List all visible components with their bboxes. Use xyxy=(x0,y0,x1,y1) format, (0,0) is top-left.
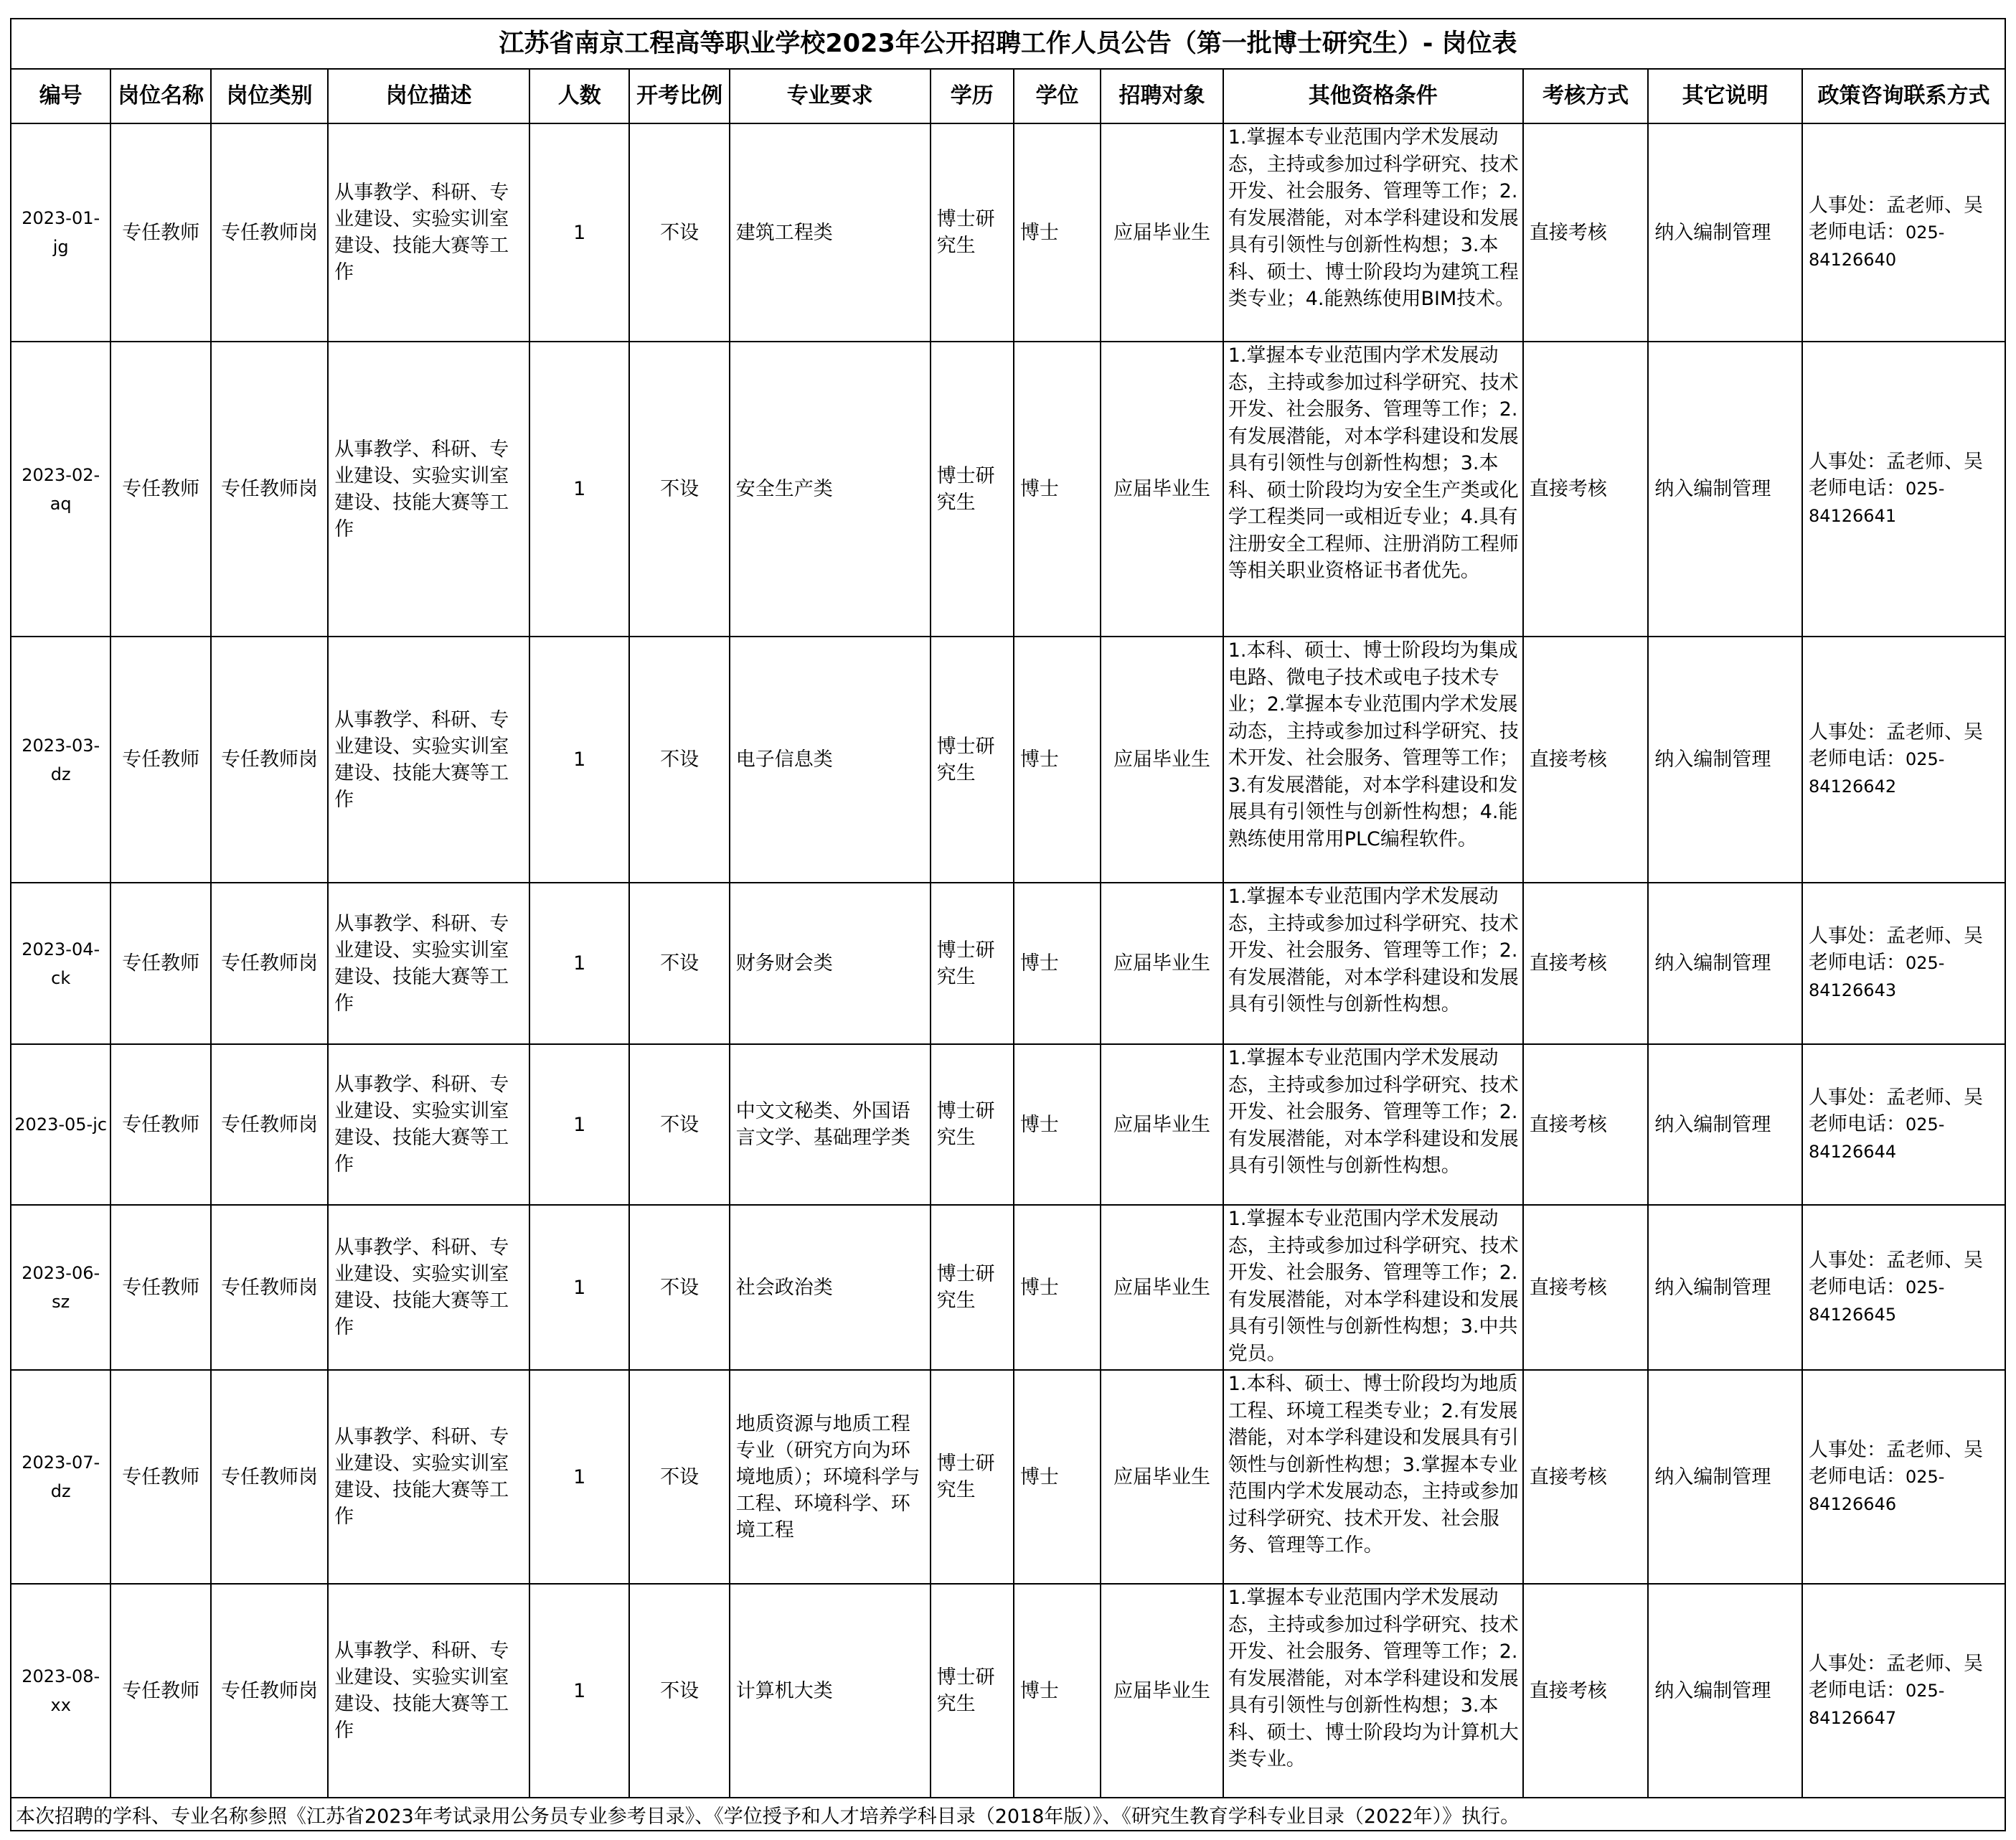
contact-phone: 025-84126645 xyxy=(1808,1277,1945,1325)
cell-post-description: 从事教学、科研、专业建设、实验实训室建设、技能大赛等工作 xyxy=(328,1044,529,1205)
cell-target: 应届毕业生 xyxy=(1101,883,1223,1044)
cell-education: 博士研究生 xyxy=(931,342,1014,637)
cell-post-name: 专任教师 xyxy=(110,1205,210,1370)
cell-contact xyxy=(1802,1205,2005,1370)
cell-target: 应届毕业生 xyxy=(1101,1205,1223,1370)
header-remarks: 其它说明 xyxy=(1648,69,1802,123)
recruitment-table-sheet xyxy=(10,18,2006,1831)
cell-degree: 博士 xyxy=(1014,1370,1101,1584)
cell-code: 2023-08-xx xyxy=(11,1584,110,1798)
cell-contact xyxy=(1802,637,2005,883)
cell-exam-ratio: 不设 xyxy=(629,123,729,342)
header-count: 人数 xyxy=(529,69,629,123)
cell-qualifications: 1.掌握本专业范围内学术发展动态，主持或参加过科学研究、技术开发、社会服务、管理等工作；2.有发展潜能，对本学科建设和发展具有引领性与创新性构想；3.中共党员。 xyxy=(1223,1205,1523,1370)
header-major: 专业要求 xyxy=(730,69,931,123)
cell-remarks: 纳入编制管理 xyxy=(1648,1370,1802,1584)
cell-remarks: 纳入编制管理 xyxy=(1648,342,1802,637)
contact-phone: 025-84126641 xyxy=(1808,479,1945,526)
header-row xyxy=(11,69,2005,123)
cell-count: 1 xyxy=(529,637,629,883)
cell-major: 社会政治类 xyxy=(730,1205,931,1370)
cell-degree: 博士 xyxy=(1014,123,1101,342)
cell-post-category: 专任教师岗 xyxy=(211,883,328,1044)
cell-assessment: 直接考核 xyxy=(1523,1205,1648,1370)
cell-code: 2023-02-aq xyxy=(11,342,110,637)
cell-post-description: 从事教学、科研、专业建设、实验实训室建设、技能大赛等工作 xyxy=(328,883,529,1044)
cell-major: 中文文秘类、外国语言文学、基础理学类 xyxy=(730,1044,931,1205)
cell-assessment: 直接考核 xyxy=(1523,123,1648,342)
cell-qualifications: 1.掌握本专业范围内学术发展动态，主持或参加过科学研究、技术开发、社会服务、管理等工作；2.有发展潜能，对本学科建设和发展具有引领性与创新性构想。 xyxy=(1223,1044,1523,1205)
cell-education: 博士研究生 xyxy=(931,1370,1014,1584)
table-row xyxy=(11,1044,2005,1205)
cell-post-name: 专任教师 xyxy=(110,1370,210,1584)
cell-major: 计算机大类 xyxy=(730,1584,931,1798)
contact-office: 人事处：孟老师、吴老师电话： xyxy=(1808,1086,1983,1135)
cell-count: 1 xyxy=(529,1584,629,1798)
cell-contact xyxy=(1802,1584,2005,1798)
cell-assessment: 直接考核 xyxy=(1523,1370,1648,1584)
cell-exam-ratio: 不设 xyxy=(629,342,729,637)
table-title: 江苏省南京工程高等职业学校2023年公开招聘工作人员公告（第一批博士研究生）- 岗位表 xyxy=(11,19,2005,69)
contact-office: 人事处：孟老师、吴老师电话： xyxy=(1808,451,1983,499)
contact-office: 人事处：孟老师、吴老师电话： xyxy=(1808,1652,1983,1701)
cell-post-name: 专任教师 xyxy=(110,1584,210,1798)
position-table xyxy=(10,18,2006,1831)
cell-remarks: 纳入编制管理 xyxy=(1648,637,1802,883)
cell-post-category: 专任教师岗 xyxy=(211,123,328,342)
contact-phone: 025-84126647 xyxy=(1808,1680,1945,1728)
cell-target: 应届毕业生 xyxy=(1101,1370,1223,1584)
header-post-category: 岗位类别 xyxy=(211,69,328,123)
header-exam-ratio: 开考比例 xyxy=(629,69,729,123)
cell-count: 1 xyxy=(529,883,629,1044)
cell-contact xyxy=(1802,883,2005,1044)
contact-phone: 025-84126646 xyxy=(1808,1466,1945,1514)
cell-target: 应届毕业生 xyxy=(1101,342,1223,637)
table-row xyxy=(11,123,2005,342)
cell-post-name: 专任教师 xyxy=(110,1044,210,1205)
cell-count: 1 xyxy=(529,342,629,637)
cell-exam-ratio: 不设 xyxy=(629,1370,729,1584)
cell-education: 博士研究生 xyxy=(931,123,1014,342)
header-contact: 政策咨询联系方式 xyxy=(1802,69,2005,123)
header-code: 编号 xyxy=(11,69,110,123)
cell-qualifications: 1.本科、硕士、博士阶段均为地质工程、环境工程类专业；2.有发展潜能，对本学科建设和发展具有引领性与创新性构想；3.掌握本专业范围内学术发展动态，主持或参加过科学研究、技术开发、社会服务、管理等工作。 xyxy=(1223,1370,1523,1584)
header-post-description: 岗位描述 xyxy=(328,69,529,123)
cell-education: 博士研究生 xyxy=(931,1205,1014,1370)
table-row xyxy=(11,883,2005,1044)
table-row xyxy=(11,637,2005,883)
header-degree: 学位 xyxy=(1014,69,1101,123)
cell-code: 2023-06-sz xyxy=(11,1205,110,1370)
cell-major: 地质资源与地质工程专业（研究方向为环境地质）；环境科学与工程、环境科学、环境工程 xyxy=(730,1370,931,1584)
cell-contact xyxy=(1802,342,2005,637)
cell-qualifications: 1.掌握本专业范围内学术发展动态，主持或参加过科学研究、技术开发、社会服务、管理等工作；2.有发展潜能，对本学科建设和发展具有引领性与创新性构想。 xyxy=(1223,883,1523,1044)
cell-code: 2023-04-ck xyxy=(11,883,110,1044)
cell-remarks: 纳入编制管理 xyxy=(1648,1584,1802,1798)
cell-exam-ratio: 不设 xyxy=(629,883,729,1044)
cell-education: 博士研究生 xyxy=(931,1584,1014,1798)
header-qualifications: 其他资格条件 xyxy=(1223,69,1523,123)
cell-post-description: 从事教学、科研、专业建设、实验实训室建设、技能大赛等工作 xyxy=(328,1370,529,1584)
cell-count: 1 xyxy=(529,123,629,342)
cell-remarks: 纳入编制管理 xyxy=(1648,1044,1802,1205)
table-row xyxy=(11,342,2005,637)
header-target: 招聘对象 xyxy=(1101,69,1223,123)
cell-remarks: 纳入编制管理 xyxy=(1648,1205,1802,1370)
cell-major: 财务财会类 xyxy=(730,883,931,1044)
cell-target: 应届毕业生 xyxy=(1101,123,1223,342)
cell-degree: 博士 xyxy=(1014,1584,1101,1798)
cell-code: 2023-01-jg xyxy=(11,123,110,342)
cell-post-category: 专任教师岗 xyxy=(211,1584,328,1798)
contact-office: 人事处：孟老师、吴老师电话： xyxy=(1808,721,1983,770)
cell-code: 2023-03-dz xyxy=(11,637,110,883)
cell-post-description: 从事教学、科研、专业建设、实验实训室建设、技能大赛等工作 xyxy=(328,123,529,342)
cell-post-name: 专任教师 xyxy=(110,342,210,637)
footnote: 本次招聘的学科、专业名称参照《江苏省2023年考试录用公务员专业参考目录》、《学位授予和人才培养学科目录（2018年版）》、《研究生教育学科专业目录（2022年）》执行。 xyxy=(11,1798,2005,1831)
cell-exam-ratio: 不设 xyxy=(629,637,729,883)
header-education: 学历 xyxy=(931,69,1014,123)
cell-exam-ratio: 不设 xyxy=(629,1044,729,1205)
cell-contact xyxy=(1802,1370,2005,1584)
cell-post-name: 专任教师 xyxy=(110,123,210,342)
contact-office: 人事处：孟老师、吴老师电话： xyxy=(1808,1438,1983,1488)
cell-major: 电子信息类 xyxy=(730,637,931,883)
cell-assessment: 直接考核 xyxy=(1523,1044,1648,1205)
cell-degree: 博士 xyxy=(1014,1205,1101,1370)
cell-assessment: 直接考核 xyxy=(1523,342,1648,637)
cell-code: 2023-07-dz xyxy=(11,1370,110,1584)
cell-post-category: 专任教师岗 xyxy=(211,1205,328,1370)
contact-office: 人事处：孟老师、吴老师电话： xyxy=(1808,194,1983,243)
cell-degree: 博士 xyxy=(1014,342,1101,637)
header-post-name: 岗位名称 xyxy=(110,69,210,123)
cell-assessment: 直接考核 xyxy=(1523,637,1648,883)
header-assessment: 考核方式 xyxy=(1523,69,1648,123)
cell-count: 1 xyxy=(529,1044,629,1205)
cell-education: 博士研究生 xyxy=(931,637,1014,883)
table-row xyxy=(11,1205,2005,1370)
cell-qualifications: 1.掌握本专业范围内学术发展动态，主持或参加过科学研究、技术开发、社会服务、管理等工作；2.有发展潜能，对本学科建设和发展具有引领性与创新性构想；3.本科、硕士阶段均为安全生产类或化学工程类同一或相近专业；4.具有注册安全工程师、注册消防工程师等相关职业资格证书者优先。 xyxy=(1223,342,1523,637)
cell-assessment: 直接考核 xyxy=(1523,883,1648,1044)
cell-post-category: 专任教师岗 xyxy=(211,342,328,637)
cell-post-category: 专任教师岗 xyxy=(211,1370,328,1584)
cell-qualifications: 1.掌握本专业范围内学术发展动态，主持或参加过科学研究、技术开发、社会服务、管理等工作；2.有发展潜能，对本学科建设和发展具有引领性与创新性构想；3.本科、硕士、博士阶段均为建筑工程类专业；4.能熟练使用BIM技术。 xyxy=(1223,123,1523,342)
cell-major: 建筑工程类 xyxy=(730,123,931,342)
cell-exam-ratio: 不设 xyxy=(629,1205,729,1370)
cell-education: 博士研究生 xyxy=(931,1044,1014,1205)
contact-office: 人事处：孟老师、吴老师电话： xyxy=(1808,925,1983,974)
cell-major: 安全生产类 xyxy=(730,342,931,637)
contact-office: 人事处：孟老师、吴老师电话： xyxy=(1808,1249,1983,1298)
cell-post-name: 专任教师 xyxy=(110,883,210,1044)
cell-remarks: 纳入编制管理 xyxy=(1648,883,1802,1044)
cell-post-category: 专任教师岗 xyxy=(211,1044,328,1205)
cell-degree: 博士 xyxy=(1014,883,1101,1044)
table-row xyxy=(11,1370,2005,1584)
cell-exam-ratio: 不设 xyxy=(629,1584,729,1798)
cell-count: 1 xyxy=(529,1205,629,1370)
table-row xyxy=(11,1584,2005,1798)
cell-post-name: 专任教师 xyxy=(110,637,210,883)
cell-remarks: 纳入编制管理 xyxy=(1648,123,1802,342)
cell-degree: 博士 xyxy=(1014,637,1101,883)
cell-post-description: 从事教学、科研、专业建设、实验实训室建设、技能大赛等工作 xyxy=(328,342,529,637)
cell-post-description: 从事教学、科研、专业建设、实验实训室建设、技能大赛等工作 xyxy=(328,1584,529,1798)
cell-degree: 博士 xyxy=(1014,1044,1101,1205)
cell-target: 应届毕业生 xyxy=(1101,1044,1223,1205)
cell-target: 应届毕业生 xyxy=(1101,637,1223,883)
cell-qualifications: 1.掌握本专业范围内学术发展动态，主持或参加过科学研究、技术开发、社会服务、管理等工作；2.有发展潜能，对本学科建设和发展具有引领性与创新性构想；3.本科、硕士、博士阶段均为计算机大类专业。 xyxy=(1223,1584,1523,1798)
contact-phone: 025-84126640 xyxy=(1808,222,1945,270)
cell-post-description: 从事教学、科研、专业建设、实验实训室建设、技能大赛等工作 xyxy=(328,1205,529,1370)
cell-code: 2023-05-jc xyxy=(11,1044,110,1205)
cell-count: 1 xyxy=(529,1370,629,1584)
contact-phone: 025-84126642 xyxy=(1808,749,1945,797)
cell-target: 应届毕业生 xyxy=(1101,1584,1223,1798)
cell-contact xyxy=(1802,123,2005,342)
cell-education: 博士研究生 xyxy=(931,883,1014,1044)
cell-qualifications: 1.本科、硕士、博士阶段均为集成电路、微电子技术或电子技术专业；2.掌握本专业范围内学术发展动态，主持或参加过科学研究、技术开发、社会服务、管理等工作；3.有发展潜能，对本学科建设和发展具有引领性与创新性构想；4.能熟练使用常用PLC编程软件。 xyxy=(1223,637,1523,883)
cell-contact xyxy=(1802,1044,2005,1205)
cell-assessment: 直接考核 xyxy=(1523,1584,1648,1798)
cell-post-category: 专任教师岗 xyxy=(211,637,328,883)
cell-post-description: 从事教学、科研、专业建设、实验实训室建设、技能大赛等工作 xyxy=(328,637,529,883)
contact-phone: 025-84126644 xyxy=(1808,1114,1945,1162)
contact-phone: 025-84126643 xyxy=(1808,953,1945,1000)
